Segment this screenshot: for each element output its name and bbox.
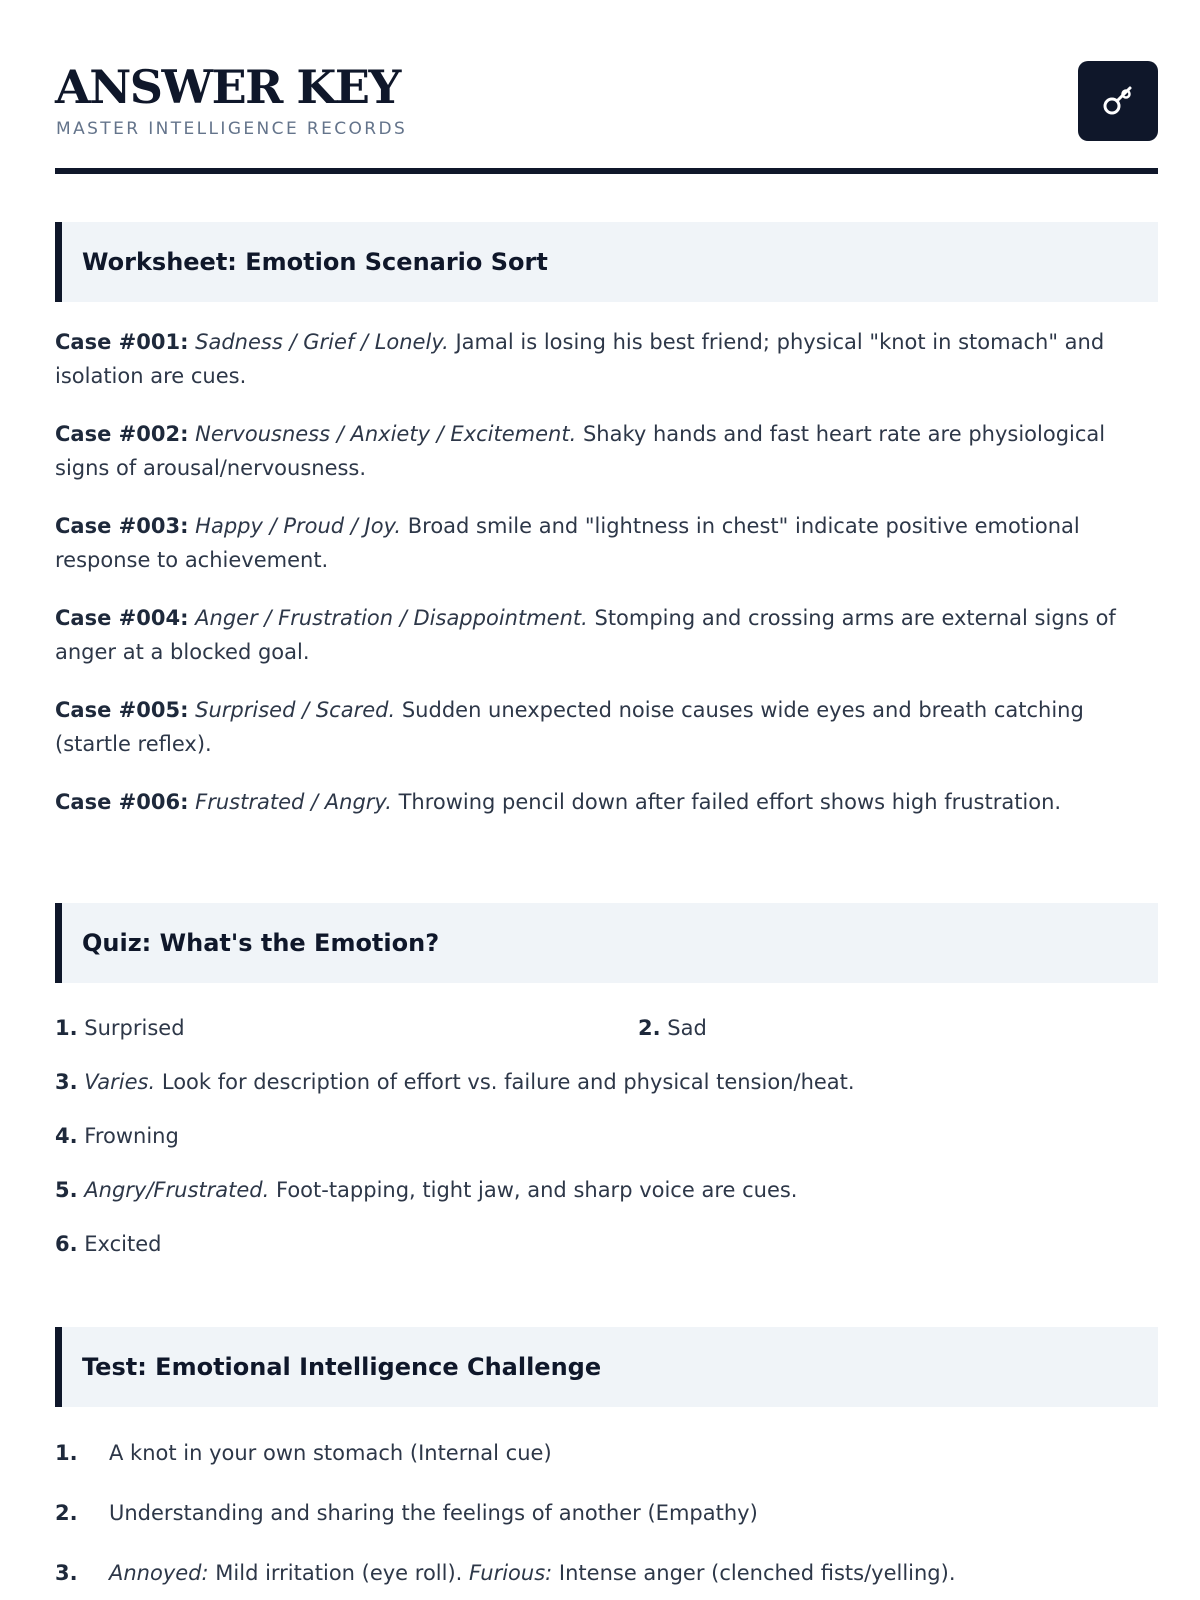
- quiz-item-answer: Look for description of effort vs. failure and physical tension/heat.: [161, 1070, 855, 1094]
- quiz-item-answer: Sad: [667, 1016, 707, 1040]
- quiz-item: [55, 1175, 797, 1205]
- page-header: [55, 56, 1158, 176]
- case-explanation: Stomping and crossing arms are external signs of anger at a blocked goal.: [55, 606, 1116, 664]
- test-item-emphasis: Furious:: [469, 1561, 553, 1585]
- case-emotions: Sadness / Grief / Lonely.: [195, 330, 449, 354]
- test-item-detail: Mild irritation (eye roll).: [215, 1561, 463, 1585]
- quiz-item: [55, 1229, 161, 1259]
- quiz-item-answer: Foot-tapping, tight jaw, and sharp voice are cues.: [275, 1178, 798, 1202]
- case-emotions: Frustrated / Angry.: [195, 790, 392, 814]
- quiz-item: [638, 1013, 707, 1043]
- case-explanation: Sudden unexpected noise causes wide eyes and breath catching (startle reflex).: [55, 698, 1084, 756]
- test-item-text: [109, 1558, 956, 1588]
- worksheet-section-heading: [55, 222, 1158, 302]
- answer-key-page: [55, 0, 1158, 1600]
- case-label: Case #006:: [55, 790, 189, 814]
- case-explanation: Throwing pencil down after failed effort shows high frustration.: [398, 790, 1062, 814]
- case-emotions: Happy / Proud / Joy.: [195, 514, 402, 538]
- case-explanation: Shaky hands and fast heart rate are physiological signs of arousal/nervousness.: [55, 422, 1106, 480]
- test-title: Test: Emotional Intelligence Challenge: [82, 1353, 602, 1381]
- test-item-number: 3.: [55, 1561, 78, 1585]
- quiz-item-answer: Surprised: [84, 1016, 185, 1040]
- quiz-item-number: 1.: [55, 1016, 78, 1040]
- quiz-item: [55, 1013, 185, 1043]
- case-item: [55, 509, 1158, 577]
- case-label: Case #005:: [55, 698, 189, 722]
- page-title: ANSWER KEY: [55, 60, 400, 114]
- case-emotions: Surprised / Scared.: [195, 698, 396, 722]
- key-icon: [1098, 81, 1138, 121]
- case-item: [55, 785, 1158, 819]
- quiz-item-answer: Excited: [84, 1232, 162, 1256]
- case-explanation: Jamal is losing his best friend; physical "knot in stomach" and isolation are cues.: [55, 330, 1105, 388]
- quiz-item-emphasis: Varies.: [84, 1070, 156, 1094]
- quiz-item-number: 6.: [55, 1232, 78, 1256]
- case-label: Case #002:: [55, 422, 189, 446]
- case-explanation: Broad smile and "lightness in chest" indicate positive emotional response to achievement.: [55, 514, 1080, 572]
- quiz-item-number: 2.: [638, 1016, 661, 1040]
- quiz-item-number: 3.: [55, 1070, 78, 1094]
- test-section-heading: [55, 1327, 1158, 1407]
- test-item-number: 2.: [55, 1501, 78, 1525]
- page-subtitle: MASTER INTELLIGENCE RECORDS: [56, 119, 408, 139]
- case-item: [55, 693, 1158, 761]
- case-label: Case #003:: [55, 514, 189, 538]
- test-item-text: Understanding and sharing the feelings of another (Empathy): [109, 1501, 758, 1525]
- quiz-section-heading: [55, 903, 1158, 983]
- worksheet-title: Worksheet: Emotion Scenario Sort: [82, 248, 548, 276]
- case-item: [55, 325, 1158, 393]
- case-label: Case #004:: [55, 606, 189, 630]
- case-emotions: Nervousness / Anxiety / Excitement.: [195, 422, 577, 446]
- test-item-emphasis: Annoyed:: [109, 1561, 209, 1585]
- quiz-item: [55, 1067, 855, 1097]
- quiz-item-number: 5.: [55, 1178, 78, 1202]
- test-item-detail: Intense anger (clenched fists/yelling).: [558, 1561, 956, 1585]
- quiz-item-answer: Frowning: [84, 1124, 179, 1148]
- case-item: [55, 417, 1158, 485]
- quiz-item-emphasis: Angry/Frustrated.: [84, 1178, 270, 1202]
- case-emotions: Anger / Frustration / Disappointment.: [195, 606, 588, 630]
- test-item-text: A knot in your own stomach (Internal cue): [109, 1441, 552, 1465]
- key-badge: [1078, 61, 1158, 141]
- case-label: Case #001:: [55, 330, 189, 354]
- quiz-item: [55, 1121, 179, 1151]
- quiz-title: Quiz: What's the Emotion?: [82, 929, 440, 957]
- quiz-item-number: 4.: [55, 1124, 78, 1148]
- header-rule: [55, 168, 1158, 174]
- case-item: [55, 601, 1158, 669]
- test-item-number: 1.: [55, 1441, 78, 1465]
